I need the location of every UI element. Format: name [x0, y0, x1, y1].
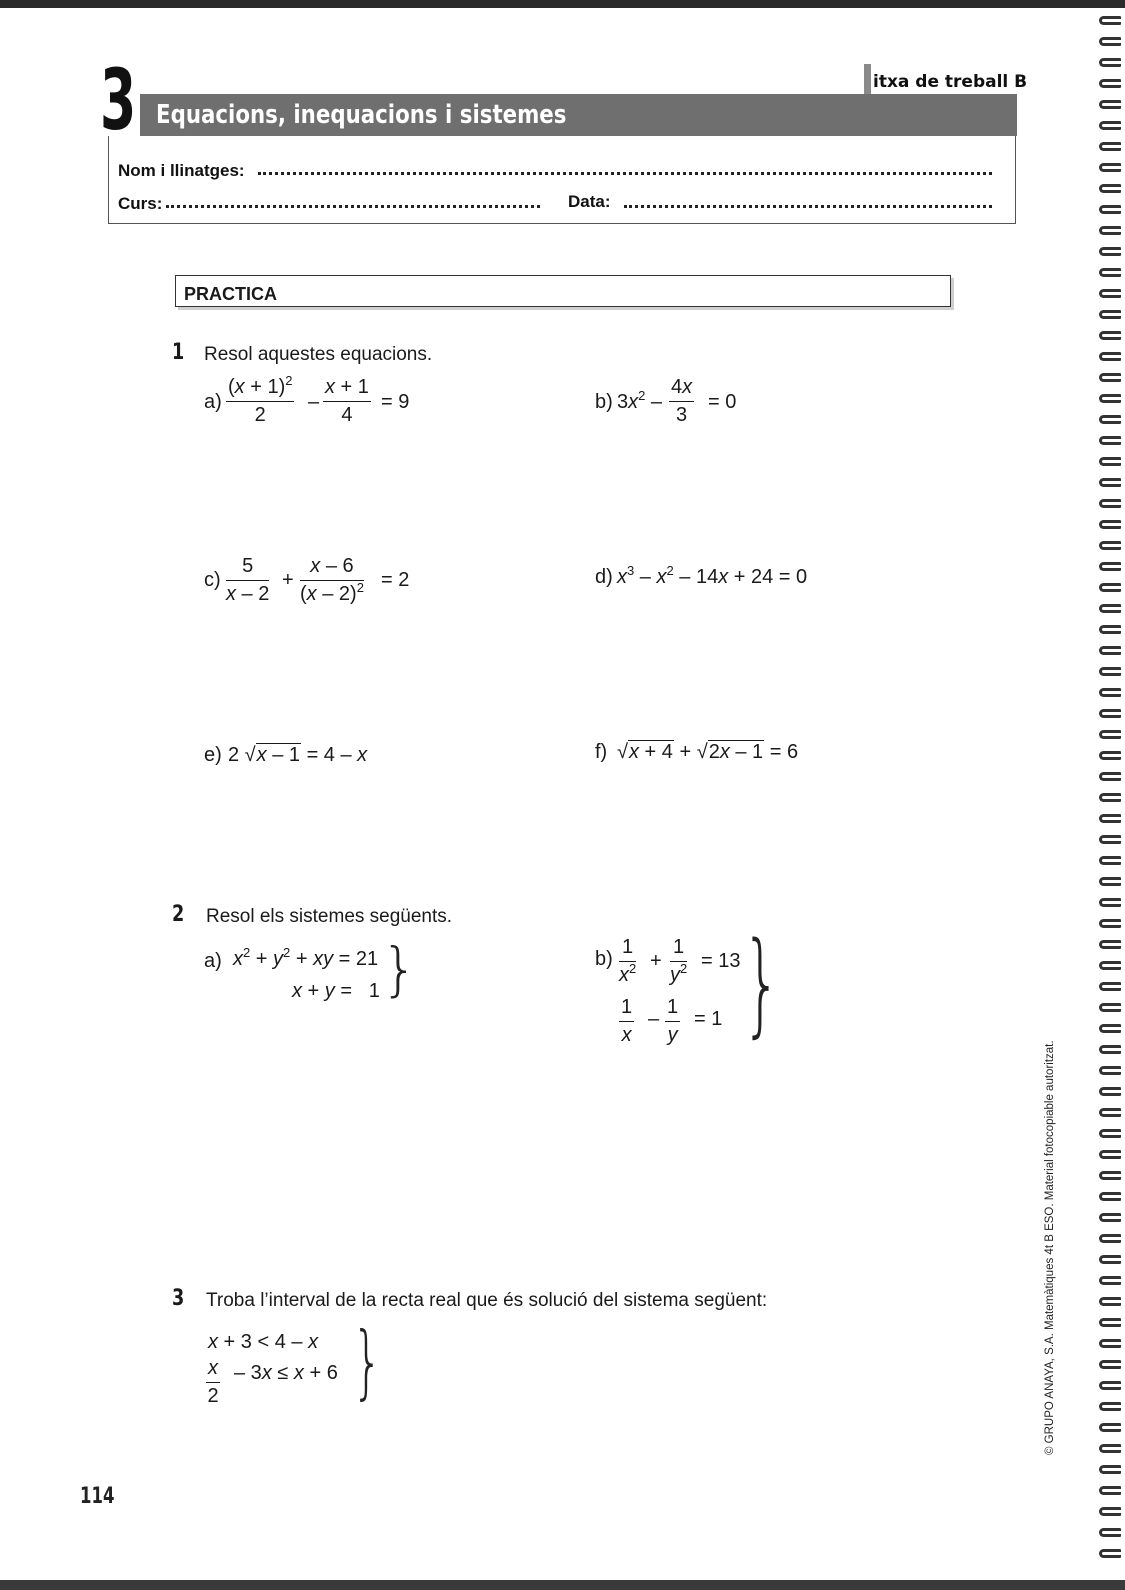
spiral-coil — [1099, 877, 1121, 886]
q1a-fraction-2: x + 1 4 — [325, 376, 369, 426]
spiral-coil — [1099, 1045, 1121, 1054]
name-field[interactable] — [258, 172, 992, 175]
spiral-coil — [1099, 919, 1121, 928]
question-3-number: 3 — [172, 1286, 185, 1311]
q1a-minus: – — [308, 391, 320, 413]
spiral-coil — [1099, 1255, 1121, 1264]
spiral-coil — [1099, 772, 1121, 781]
spiral-coil — [1099, 1234, 1121, 1243]
spiral-coil — [1099, 1171, 1121, 1180]
spiral-binding — [1093, 10, 1125, 1580]
spiral-coil — [1099, 751, 1121, 760]
spiral-coil — [1099, 730, 1121, 739]
q1e-label: e) — [204, 744, 222, 766]
spiral-coil — [1099, 1360, 1121, 1369]
spiral-coil — [1099, 1192, 1121, 1201]
spiral-coil — [1099, 436, 1121, 445]
spiral-coil — [1099, 1213, 1121, 1222]
q2b-fraction-2: 1 $y^2$ — [670, 936, 688, 986]
q2a-equation-1: $x^2 + y^2$ + xy = 21 — [233, 945, 379, 970]
spiral-coil — [1099, 1339, 1121, 1348]
question-2-number: 2 — [172, 902, 185, 927]
q3-fraction: x 2 — [207, 1357, 219, 1407]
chapter-number: 3 — [100, 51, 136, 149]
top-edge — [0, 0, 1125, 8]
name-label: Nom i llinatges: — [118, 161, 245, 180]
q2b-fraction-3: 1 x — [621, 996, 633, 1046]
q1a-label: a) — [204, 391, 222, 413]
section-title: PRACTICA — [184, 284, 277, 304]
course-label: Curs: — [118, 194, 163, 213]
spiral-coil — [1099, 646, 1121, 655]
bottom-edge — [0, 1580, 1125, 1590]
spiral-coil — [1099, 247, 1121, 256]
worksheet-label-text: itxa de treball B — [873, 72, 1028, 92]
spiral-coil — [1099, 16, 1121, 25]
spiral-coil — [1099, 100, 1121, 109]
spiral-coil — [1099, 688, 1121, 697]
q2b-fraction-1: 1 $x^2$ — [619, 936, 637, 986]
q1b-label: b) — [595, 391, 613, 413]
spiral-coil — [1099, 1318, 1121, 1327]
spiral-coil — [1099, 1276, 1121, 1285]
course-field[interactable] — [166, 205, 540, 208]
q1d-equation: $x^3 - x^2 - 14x + 24 = 0$ — [617, 563, 808, 588]
spiral-coil — [1099, 1486, 1121, 1495]
spiral-coil — [1099, 289, 1121, 298]
spiral-coil — [1099, 1381, 1121, 1390]
question-1-number: 1 — [172, 340, 185, 365]
q2b-fraction-4: 1 y — [667, 996, 679, 1046]
spiral-coil — [1099, 394, 1121, 403]
spiral-coil — [1099, 583, 1121, 592]
q1b-fraction: 4x 3 — [671, 376, 693, 426]
q3-inequality-1: x + 3 < 4 – x — [208, 1331, 319, 1353]
q1f-label: f) — [595, 741, 608, 763]
spiral-coil — [1099, 1150, 1121, 1159]
q3-inequality-2: – 3x ≤ x + 6 — [234, 1362, 338, 1384]
spiral-coil — [1099, 1465, 1121, 1474]
q2b-label: b) — [595, 948, 613, 970]
q1c-plus: + — [282, 569, 294, 591]
spiral-coil — [1099, 793, 1121, 802]
spiral-coil — [1099, 1507, 1121, 1516]
spiral-coil — [1099, 541, 1121, 550]
spiral-coil — [1099, 58, 1121, 67]
question-3-text: Troba l’interval de la recta real que és solució del sistema següent: — [206, 1290, 768, 1311]
question-1-text: Resol aquestes equacions. — [204, 344, 433, 365]
spiral-coil — [1099, 457, 1121, 466]
spiral-coil — [1099, 835, 1121, 844]
spiral-coil — [1099, 142, 1121, 151]
spiral-coil — [1099, 814, 1121, 823]
spiral-coil — [1099, 1444, 1121, 1453]
spiral-coil — [1099, 1528, 1121, 1537]
spiral-coil — [1099, 331, 1121, 340]
question-2-text: Resol els sistemes següents. — [206, 906, 453, 927]
spiral-coil — [1099, 898, 1121, 907]
worksheet-label — [873, 72, 1027, 92]
spiral-coil — [1099, 982, 1121, 991]
spiral-coil — [1099, 562, 1121, 571]
spiral-coil — [1099, 37, 1121, 46]
q2b-brace: } — [742, 919, 782, 1049]
spiral-coil — [1099, 1423, 1121, 1432]
spiral-coil — [1099, 205, 1121, 214]
q2b-plus: + — [650, 950, 662, 972]
q1c-label: c) — [204, 569, 221, 591]
page-number: 114 — [80, 1484, 115, 1509]
spiral-coil — [1099, 352, 1121, 361]
spiral-coil — [1099, 1003, 1121, 1012]
spiral-coil — [1099, 709, 1121, 718]
q2a-brace: } — [381, 935, 418, 1003]
q1e-equation: 2 √x – 1 = 4 – x — [228, 744, 368, 766]
q3-brace: } — [352, 1315, 383, 1408]
q1c-fraction-1: 5 x – 2 — [226, 555, 270, 605]
spiral-coil — [1099, 1549, 1121, 1558]
q1c-rhs: = 2 — [381, 569, 410, 591]
date-field[interactable] — [624, 205, 992, 208]
q2b-rhs-1: = 13 — [701, 950, 741, 972]
spiral-coil — [1099, 163, 1121, 172]
spiral-coil — [1099, 310, 1121, 319]
spiral-coil — [1099, 604, 1121, 613]
chapter-title: Equacions, inequacions i sistemes — [156, 100, 567, 130]
section-heading-box — [175, 275, 951, 307]
spiral-coil — [1099, 856, 1121, 865]
spiral-coil — [1099, 268, 1121, 277]
q1a-rhs: = 9 — [381, 391, 410, 413]
q2a-equation-2: x + y = 1 — [292, 980, 380, 1002]
spiral-coil — [1099, 184, 1121, 193]
q1f-equation: √x + 4 + √2x – 1 = 6 — [617, 741, 799, 763]
q2a-label: a) — [204, 950, 222, 972]
spiral-coil — [1099, 1402, 1121, 1411]
spiral-coil — [1099, 226, 1121, 235]
spiral-coil — [1099, 1297, 1121, 1306]
q1b-rhs: = 0 — [708, 391, 737, 413]
q1a-fraction-1: $(x + 1)^2$ 2 — [228, 373, 293, 426]
spiral-coil — [1099, 961, 1121, 970]
copyright-notice: © GRUPO ANAYA, S.A. Matemàtiques 4t B ESO. Material fotocopiable autoritzat. — [1044, 1040, 1056, 1455]
q2b-minus: – — [648, 1008, 660, 1030]
spiral-coil — [1099, 1066, 1121, 1075]
spiral-coil — [1099, 520, 1121, 529]
spiral-coil — [1099, 1024, 1121, 1033]
q2b-rhs-2: = 1 — [694, 1008, 723, 1030]
spiral-coil — [1099, 625, 1121, 634]
spiral-coil — [1099, 373, 1121, 382]
spiral-coil — [1099, 1108, 1121, 1117]
spiral-coil — [1099, 79, 1121, 88]
spiral-coil — [1099, 1129, 1121, 1138]
q1b-term-1: $3x^2$ – — [617, 388, 663, 413]
q1d-label: d) — [595, 566, 613, 588]
date-label: Data: — [568, 192, 611, 211]
q1c-fraction-2: x – 6 (x – 2)$^2$ — [300, 555, 364, 605]
spiral-coil — [1099, 478, 1121, 487]
spiral-coil — [1099, 121, 1121, 130]
spiral-coil — [1099, 415, 1121, 424]
spiral-coil — [1099, 1087, 1121, 1096]
worksheet-initial-bar — [864, 64, 871, 94]
spiral-coil — [1099, 667, 1121, 676]
spiral-coil — [1099, 499, 1121, 508]
spiral-coil — [1099, 940, 1121, 949]
